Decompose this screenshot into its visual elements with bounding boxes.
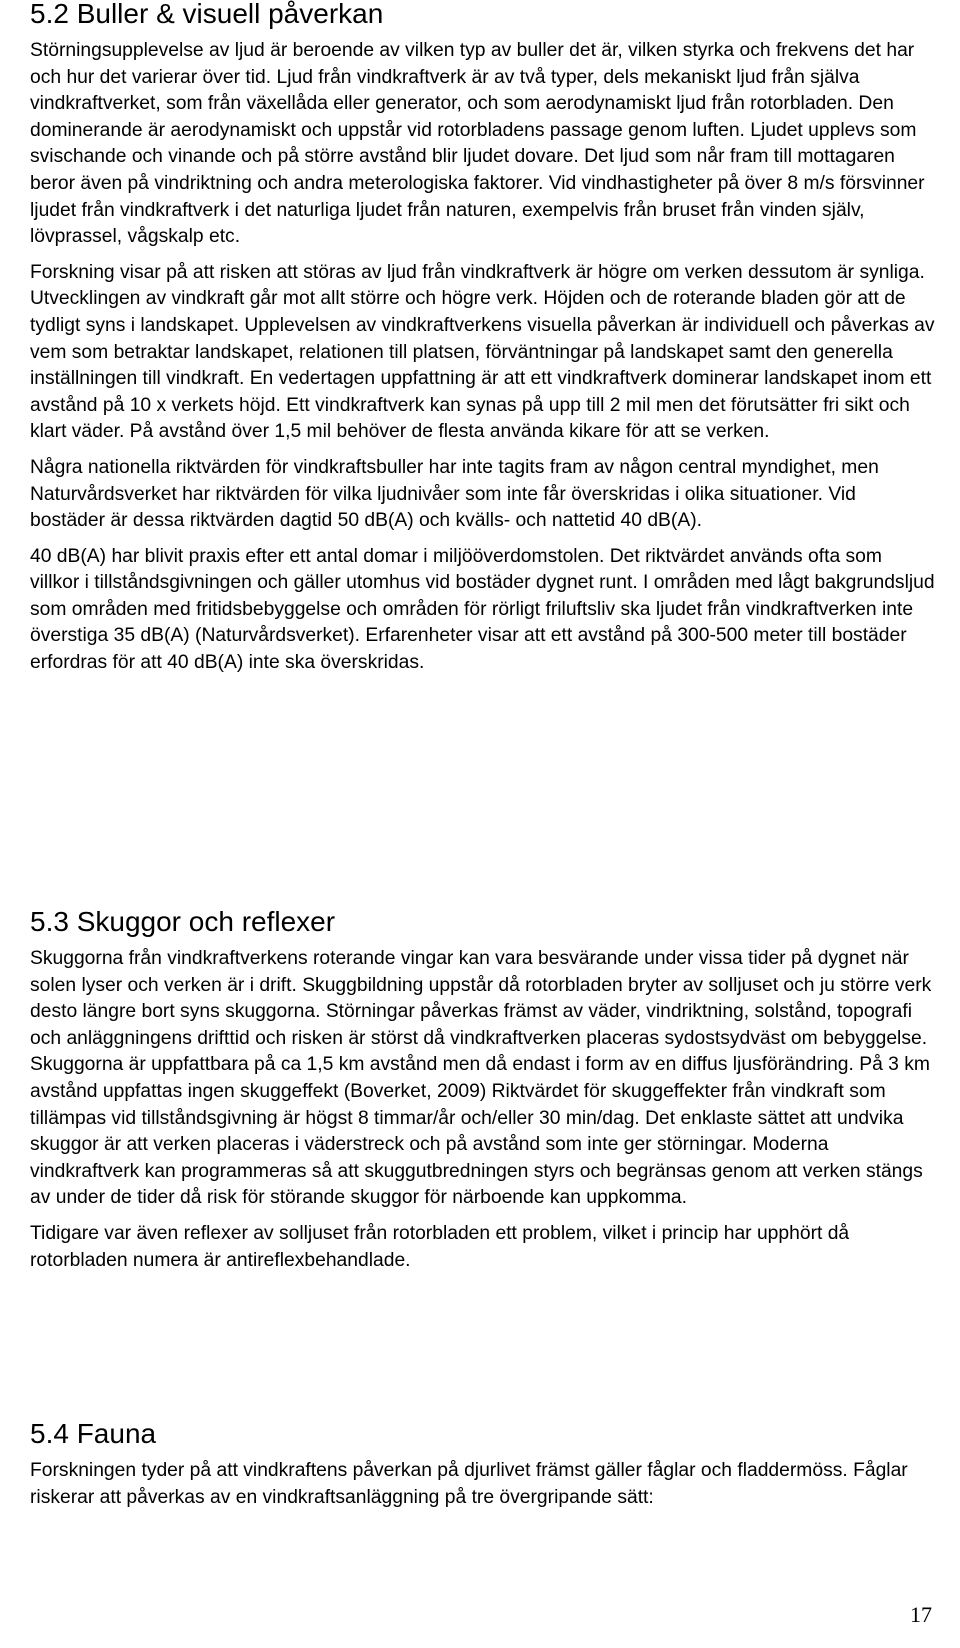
paragraph: Forskning visar på att risken att störas av ljud från vindkraftverk är högre om verken dessutom är synliga. Utvecklingen av vindkraft går mot allt större och högre verk. Höjden och de roterande bladen gör att de tydligt syns i landskapet. Upplevelsen av vindkraftverkens visuella påverkan är individuell och påverkas av vem som betraktar landskapet, relationen till platsen, förväntningar på landskapet samt den generella inställningen till vindkraft. En vedertagen uppfattning är att ett vindkraftverk dominerar landskapet inom ett avstånd på 10 x verkets höjd. Ett vindkraftverk kan synas på upp till 2 mil men det förutsätter fri sikt och klart väder. På avstånd över 1,5 mil behöver de flesta använda kikare för att se verken. bbox=[30, 261, 935, 443]
section-heading-5-3: 5.3 Skuggor och reflexer bbox=[30, 906, 336, 937]
page-number: 17 bbox=[910, 1602, 932, 1627]
paragraph: Några nationella riktvärden för vindkraftsbuller har inte tagits fram av någon central myndighet, men Naturvårdsverket har riktvärden för vilka ljudnivåer som inte får överskridas i olika situationer. Vid bostäder är dessa riktvärden dagtid 50 dB(A) och kvälls- och nattetid 40 dB(A). bbox=[30, 456, 879, 532]
section-heading-5-4: 5.4 Fauna bbox=[30, 1418, 157, 1449]
paragraph: Tidigare var även reflexer av solljuset från rotorbladen ett problem, vilket i princip har upphört då rotorbladen numera är antireflexbehandlade. bbox=[30, 1222, 850, 1271]
section-body-5-3 bbox=[30, 946, 935, 1274]
section-body-5-4 bbox=[30, 1458, 935, 1511]
section-heading-5-2: 5.2 Buller & visuell påverkan bbox=[30, 0, 384, 29]
paragraph: Störningsupplevelse av ljud är beroende av vilken typ av buller det är, vilken styrka och frekvens det har och hur det varierar över tid. Ljud från vindkraftverk är av två typer, dels mekaniskt ljud från själva vindkraftverket, som från växellåda eller generator, och som aerodynamiskt ljud från rotorbladen. Den dominerande är aerodynamiskt och uppstår vid rotorbladens passage genom luften. Ljudet upplevs som svischande och vinande och på större avstånd blir ljudet dovare. Det ljud som når fram till mottagaren beror även på vindriktning och andra meterologiska faktorer. Vid vindhastigheter på över 8 m/s försvinner ljudet från vindkraftverk i det naturliga ljudet från naturen, exempelvis från bruset från vinden själv, lövprassel, vågskalp etc. bbox=[30, 40, 925, 248]
paragraph: Forskningen tyder på att vindkraftens påverkan på djurlivet främst gäller fåglar och fladdermöss. Fåglar riskerar att påverkas av en vindkraftsanläggning på tre övergripande sätt: bbox=[30, 1460, 908, 1508]
paragraph: Skuggorna från vindkraftverkens roterande vingar kan vara besvärande under vissa tider på dygnet när solen lyser och verken är i drift. Skuggbildning uppstår då rotorbladen bryter av solljuset och ju större verk desto längre bort syns skuggorna. Störningar påverkas främst av väder, vindriktning, solstånd, topografi och anläggningens drifttid och risken är störst då vindkraftverken placeras sydostsydväst om bebyggelse. Skuggorna är uppfattbara på ca 1,5 km avstånd men då endast i form av en diffus ljusförändring. På 3 km avstånd uppfattas ingen skuggeffekt (Boverket, 2009) Riktvärdet för skuggeffekter från vindkraft som tillämpas vid tillståndsgivning är högst 8 timmar/år och/eller 30 min/dag. Det enklaste sättet att undvika skuggor är att verken placeras i väderstreck och på avstånd som inte ger störningar. Moderna vindkraftverk kan programmeras så att skuggutbredningen styrs och begränsas genom att verken stängs av under de tider då risk för störande skuggor för närboende kan uppkomma. bbox=[30, 948, 932, 1209]
section-body-5-2 bbox=[30, 38, 935, 677]
paragraph: 40 dB(A) har blivit praxis efter ett antal domar i miljööverdomstolen. Det riktvärdet används ofta som villkor i tillståndsgivningen och gäller utomhus vid bostäder dygnet runt. I områden med lågt bakgrundsljud som områden med fritidsbebyggelse och områden för rörligt friluftsliv ska ljudet från vindkraftverken inte överstiga 35 dB(A) (Naturvårdsverket). Erfarenheter visar att ett avstånd på 300-500 meter till bostäder erfordras för att 40 dB(A) inte ska överskridas. bbox=[30, 545, 935, 674]
